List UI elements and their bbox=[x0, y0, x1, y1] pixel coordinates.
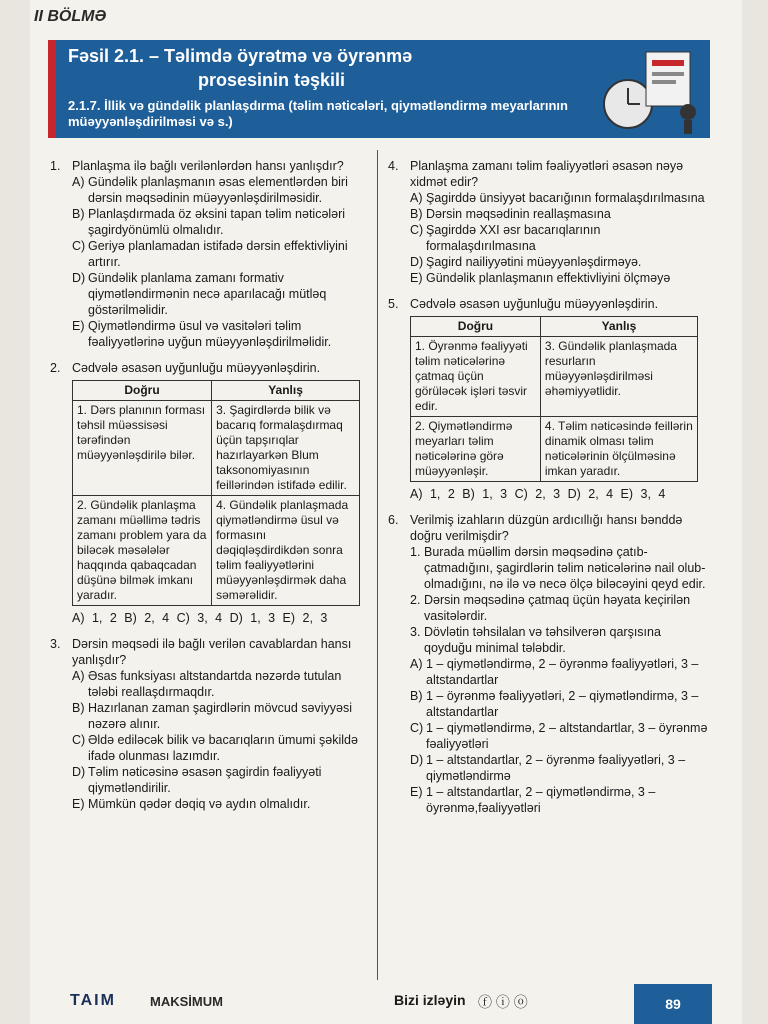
table-row bbox=[411, 417, 698, 482]
option-letter: E) bbox=[410, 785, 423, 799]
statement bbox=[410, 624, 708, 656]
table-cell: 2. Gündəlik planlaşma zamanı müəllimə tədris zamanı problem yara da biləcək məsələlər haqqında qabaqcadan düşünə bilmək imkanı yaradır. bbox=[73, 496, 212, 606]
question-text: Cədvələ əsasən uyğunluğu müəyyənləşdirin. bbox=[72, 361, 321, 375]
option-letter: B) bbox=[72, 207, 85, 221]
taim-logo: TAIM bbox=[70, 992, 116, 1009]
comparison-table bbox=[410, 316, 698, 482]
option-letter: A) bbox=[72, 175, 85, 189]
social-icons[interactable]: ⓕ ⓘ ⓞ bbox=[478, 994, 528, 1010]
chapter-title: Fəsil 2.1. – Təlimdə öyrətmə və öyrənmə bbox=[68, 46, 413, 66]
option-text: Əsas funksiyası altstandartda nəzərdə tutulan tələbi reallaşdırmaqdır. bbox=[88, 669, 342, 699]
option-text: Geriyə planlamadan istifadə dərsin effektivliyini artırır. bbox=[88, 239, 348, 269]
question-1 bbox=[50, 158, 368, 350]
option-letter: A) bbox=[410, 657, 423, 671]
col-header-false: Yanlış bbox=[540, 317, 697, 337]
question-number: 6. bbox=[388, 513, 399, 527]
option-text: Gündəlik planlaşmanın əsas elementlərdən biri dərsin məqsədinin müəyyənləşdirilməsidir. bbox=[88, 175, 348, 205]
table-cell: 4. Təlim nəticəsində feillərin dinamik olması təlim nəticələrinin ölçülməsinə imkan yaradır. bbox=[540, 417, 697, 482]
table-cell: 3. Gündəlik planlaşmada resurların müəyyənləşdirilməsi əhəmiyyətlidir. bbox=[540, 337, 697, 417]
col-header-true: Doğru bbox=[411, 317, 541, 337]
option-letter: C) bbox=[410, 223, 424, 237]
option-text: 1 – altstandartlar, 2 – qiymətləndirmə, 3 – öyrənmə,fəaliyyətləri bbox=[426, 785, 656, 815]
option[interactable] bbox=[388, 656, 708, 688]
statement-text: Burada müəllim dərsin məqsədinə çatıb-çatmadığını, şagirdlərin təlim nəticələrinə nail olub-olmadığını, nə ilə və necə ölçə biləcəyini qeyd edir. bbox=[424, 545, 706, 591]
col-header-false: Yanlış bbox=[212, 381, 360, 401]
option-text: Əldə ediləcək bilik və bacarıqların ümumi şəkildə ifadə olunması lazımdır. bbox=[88, 733, 358, 763]
option-text: Gündəlik planlaşmanın effektivliyini ölçməyə bbox=[426, 271, 671, 285]
maksimum-logo: MAKSİMUM bbox=[150, 994, 223, 1009]
option-text: Şagird nailiyyətini müəyyənləşdirməyə. bbox=[426, 255, 642, 269]
option[interactable] bbox=[50, 764, 368, 796]
table-cell: 3. Şagirdlərdə bilik və bacarıq formalaşdırmaq üçün tapşırıqlar hazırlayarkən Blum taksonomiyasının feillərindən istifadə edilir. bbox=[212, 401, 360, 496]
question-text: Planlaşma zamanı təlim fəaliyyətləri əsasən nəyə xidmət edir? bbox=[410, 159, 684, 189]
option-text: 1 – qiymətləndirmə, 2 – altstandartlar, 3 – öyrənmə fəaliyyətləri bbox=[426, 721, 708, 751]
option[interactable] bbox=[50, 318, 368, 350]
question-number: 2. bbox=[50, 361, 61, 375]
planning-illustration-icon bbox=[588, 42, 708, 136]
option-letter: C) bbox=[72, 733, 86, 747]
left-column bbox=[50, 158, 368, 822]
option[interactable] bbox=[388, 752, 708, 784]
chapter-title-cont: prosesinin təşkili bbox=[198, 70, 346, 90]
question-text: Verilmiş izahların düzgün ardıcıllığı hansı bənddə doğru verilmişdir? bbox=[410, 513, 683, 543]
question-text: Planlaşma ilə bağlı verilənlərdən hansı yanlışdır? bbox=[72, 159, 344, 173]
question-number: 5. bbox=[388, 297, 399, 311]
option[interactable] bbox=[388, 784, 708, 816]
statement-number: 1. bbox=[410, 545, 421, 559]
statement bbox=[410, 592, 708, 624]
question-text: Dərsin məqsədi ilə bağlı verilən cavablardan hansı yanlışdır? bbox=[72, 637, 352, 667]
option[interactable] bbox=[388, 270, 708, 286]
option-text: Təlim nəticəsinə əsasən şagirdin fəaliyyəti qiymətləndirilir. bbox=[88, 765, 322, 795]
chapter-subtitle: 2.1.7. İllik və gündəlik planlaşdırma (təlim nəticələri, qiymətləndirmə meyarlarının müəyyənləşdirilməsi və s.) bbox=[68, 98, 568, 129]
option[interactable] bbox=[50, 174, 368, 206]
option[interactable] bbox=[388, 206, 708, 222]
statement-text: Dövlətin təhsilalan və təhsilverən qarşısına qoyduğu minimal tələbdir. bbox=[424, 625, 661, 655]
statement-list bbox=[388, 544, 708, 656]
option-letter: E) bbox=[410, 271, 423, 285]
option-letter: D) bbox=[72, 271, 86, 285]
option-letter: C) bbox=[72, 239, 86, 253]
option[interactable] bbox=[388, 720, 708, 752]
option-letter: E) bbox=[72, 797, 85, 811]
right-column bbox=[388, 158, 708, 826]
option-text: 1 – öyrənmə fəaliyyətləri, 2 – qiymətləndirmə, 3 – altstandartlar bbox=[426, 689, 699, 719]
option-letter: B) bbox=[410, 689, 423, 703]
option-letter: D) bbox=[410, 255, 424, 269]
table-cell: 1. Dərs planının forması təhsil müəssisəsi tərəfindən müəyyənləşdirilə bilər. bbox=[73, 401, 212, 496]
option-text: Planlaşdırmada öz əksini tapan təlim nəticələri şagirdyönümlü olmalıdır. bbox=[88, 207, 346, 237]
question-text: Cədvələ əsasən uyğunluğu müəyyənləşdirin. bbox=[410, 297, 659, 311]
page-number: 89 bbox=[634, 984, 712, 1024]
answer-choices[interactable]: A) 1, 2 B) 2, 4 C) 3, 4 D) 1, 3 E) 2, 3 bbox=[72, 611, 328, 625]
page-footer bbox=[30, 984, 742, 1024]
col-header-true: Doğru bbox=[73, 381, 212, 401]
follow-us-label: Bizi izləyin bbox=[394, 992, 466, 1008]
option[interactable] bbox=[50, 700, 368, 732]
table-row bbox=[73, 496, 360, 606]
section-label: II BÖLMƏ bbox=[34, 8, 107, 25]
question-number: 3. bbox=[50, 637, 61, 651]
option-letter: E) bbox=[72, 319, 85, 333]
question-5 bbox=[388, 296, 708, 502]
table-cell: 4. Gündəlik planlaşmada qiymətləndirmə üsul və formasını dəqiqləşdirdikdən sonra təlim fəaliyyətlərini müəyyənləşdirmək daha səmərəlidir. bbox=[212, 496, 360, 606]
question-2 bbox=[50, 360, 368, 626]
option[interactable] bbox=[388, 190, 708, 206]
option[interactable] bbox=[388, 254, 708, 270]
question-3 bbox=[50, 636, 368, 812]
option-letter: D) bbox=[72, 765, 86, 779]
option-text: 1 – qiymətləndirmə, 2 – öyrənmə fəaliyyətləri, 3 – altstandartlar bbox=[426, 657, 699, 687]
statement bbox=[410, 544, 708, 592]
table-cell: 1. Öyrənmə fəaliyyəti təlim nəticələrinə çatmaq üçün görüləcək işləri təsvir edir. bbox=[411, 337, 541, 417]
table-row bbox=[73, 401, 360, 496]
comparison-table bbox=[72, 380, 360, 606]
question-number: 4. bbox=[388, 159, 399, 173]
option[interactable] bbox=[50, 238, 368, 270]
table-cell: 2. Qiymətləndirmə meyarları təlim nəticələrinə görə müəyyənləşir. bbox=[411, 417, 541, 482]
option-text: Hazırlanan zaman şagirdlərin mövcud səviyyəsi nəzərə alınır. bbox=[88, 701, 353, 731]
option[interactable] bbox=[50, 668, 368, 700]
option-text: Gündəlik planlama zamanı formativ qiymətləndirmənin necə aparılacağı mütləq göstərilməlidir. bbox=[88, 271, 327, 317]
question-number: 1. bbox=[50, 159, 61, 173]
statement-number: 2. bbox=[410, 593, 421, 607]
question-4 bbox=[388, 158, 708, 286]
table-row bbox=[411, 337, 698, 417]
option-text: Qiymətləndirmə üsul və vasitələri təlim fəaliyyətlərinə uyğun müəyyənləşdirilməlidir. bbox=[88, 319, 332, 349]
chapter-banner bbox=[48, 40, 710, 138]
option-text: Mümkün qədər dəqiq və aydın olmalıdır. bbox=[88, 797, 311, 811]
option-letter: B) bbox=[72, 701, 85, 715]
statement-number: 3. bbox=[410, 625, 421, 639]
answer-choices[interactable]: A) 1, 2 B) 1, 3 C) 2, 3 D) 2, 4 E) 3, 4 bbox=[410, 487, 666, 501]
option-letter: B) bbox=[410, 207, 423, 221]
option[interactable] bbox=[50, 732, 368, 764]
option[interactable] bbox=[388, 222, 708, 254]
question-6 bbox=[388, 512, 708, 816]
option[interactable] bbox=[388, 688, 708, 720]
option-text: Şagirddə ünsiyyət bacarığının formalaşdırılmasına bbox=[426, 191, 705, 205]
option-letter: D) bbox=[410, 753, 424, 767]
option[interactable] bbox=[50, 796, 368, 812]
option-letter: C) bbox=[410, 721, 424, 735]
statement-text: Dərsin məqsədinə çatmaq üçün həyata keçirilən vasitələrdir. bbox=[424, 593, 691, 623]
option[interactable] bbox=[50, 270, 368, 318]
banner-accent bbox=[48, 40, 56, 138]
option-letter: A) bbox=[72, 669, 85, 683]
option[interactable] bbox=[50, 206, 368, 238]
option-text: Dərsin məqsədinin reallaşmasına bbox=[426, 207, 611, 221]
column-divider bbox=[377, 150, 378, 980]
option-letter: A) bbox=[410, 191, 423, 205]
option-text: Şagirddə XXI əsr bacarıqlarının formalaşdırılmasına bbox=[426, 223, 601, 253]
option-text: 1 – altstandartlar, 2 – öyrənmə fəaliyyətləri, 3 – qiymətləndirmə bbox=[426, 753, 686, 783]
